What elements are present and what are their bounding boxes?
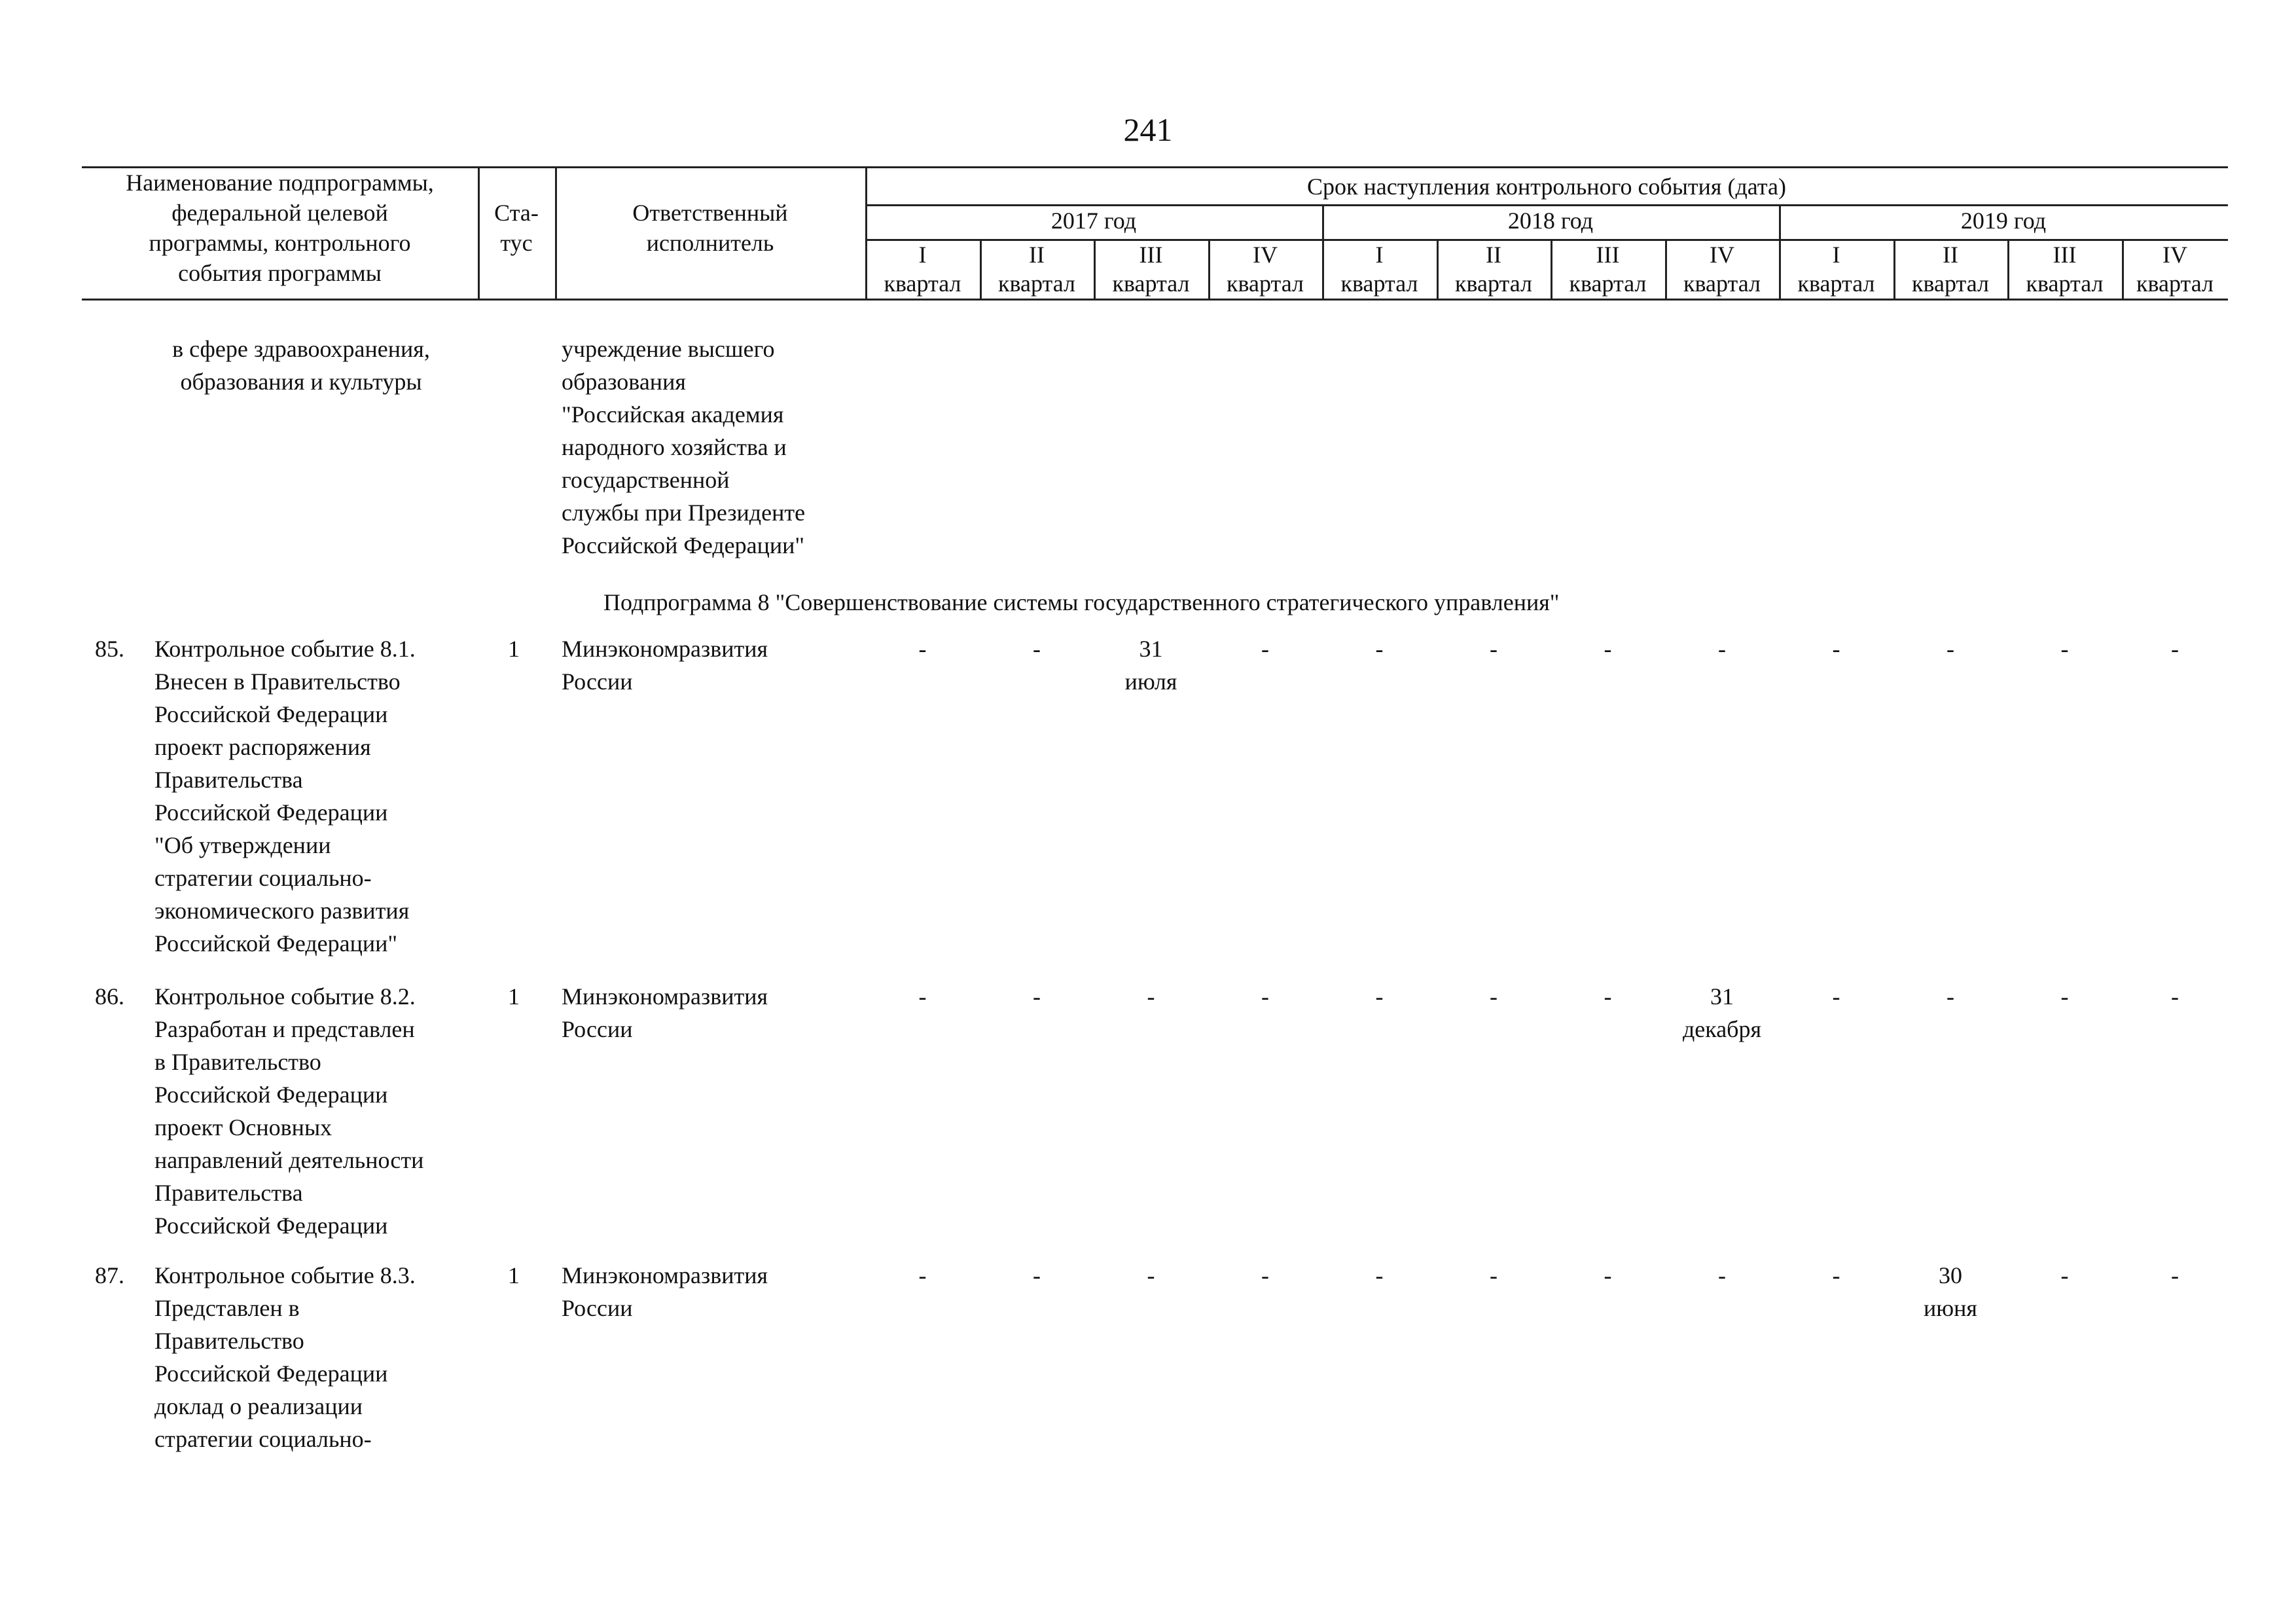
row-name-line: проект распоряжения [154,734,371,760]
quarter-header-numeral: II [1029,242,1045,268]
year-header: 2018 год [1507,208,1594,234]
continuation-name-line: образования и культуры [180,369,422,395]
quarter-date-day: 31 [1139,636,1163,662]
header-status-cell [478,198,555,258]
row-name-line: Российской Федерации [154,1360,388,1387]
row-name-line: Контрольное событие 8.3. [154,1262,416,1288]
quarter-header-word: квартал [884,270,961,297]
quarter-dash: - [1490,983,1498,1010]
row-name-line: Правительства [154,1180,303,1206]
continuation-responsible [562,333,805,562]
row-name-line: Правительство [154,1328,304,1354]
header-name-cell [82,168,478,288]
quarter-date [1670,980,1774,1046]
quarter-header-word: квартал [1455,270,1532,297]
header-name-line: Наименование подпрограммы, [126,170,434,196]
quarter-dash: - [2060,1262,2069,1288]
continuation-responsible-line: народного хозяйства и [562,434,787,460]
header-responsible-line: исполнитель [646,230,774,256]
row-responsible-line: Минэкономразвития [562,983,768,1010]
row-responsible-line: Минэкономразвития [562,636,768,662]
quarter-date-month: июля [1124,668,1177,695]
header-name-line: программы, контрольного [149,230,411,256]
quarter-header-word: квартал [1912,270,1989,297]
quarter-header-numeral: I [1832,242,1840,268]
quarter-dash: - [1604,983,1612,1010]
quarter-header-numeral: III [1139,242,1163,268]
quarter-header-numeral: IV [1253,242,1278,268]
row-name-line: Правительства [154,767,303,793]
row-name-line: Контрольное событие 8.2. [154,983,416,1010]
quarter-dash: - [1033,636,1041,662]
row-name [154,1259,416,1455]
quarter-dash: - [1946,636,1954,662]
quarter-dash: - [2171,1262,2179,1288]
header-name-line: федеральной целевой [171,200,388,226]
quarter-header-word: квартал [1683,270,1761,297]
continuation-responsible-line: учреждение высшего [562,336,775,362]
quarter-header-word: квартал [2136,270,2214,297]
row-number: 86. [95,983,124,1010]
quarter-dash: - [1033,1262,1041,1288]
row-responsible-line: России [562,668,633,695]
continuation-responsible-line: службы при Президенте [562,500,806,526]
quarter-header-word: квартал [1227,270,1304,297]
quarter-header-numeral: IV [1710,242,1734,268]
quarter-dash: - [2060,983,2069,1010]
quarter-date-day: 30 [1939,1262,1962,1288]
row-name-line: Контрольное событие 8.1. [154,636,416,662]
header-responsible-cell [555,198,865,258]
quarter-dash: - [1946,983,1954,1010]
quarter-header-numeral: II [1943,242,1958,268]
row-responsible-line: России [562,1295,633,1321]
row-name-line: направлений деятельности [154,1147,424,1173]
quarter-dash: - [1718,1262,1726,1288]
header-name-line: события программы [178,260,382,286]
quarter-header-word: квартал [1340,270,1418,297]
row-name [154,632,416,960]
row-status: 1 [508,1262,520,1288]
quarter-date [1898,1259,2003,1324]
row-name-line: Российской Федерации" [154,930,398,957]
header-responsible-line: Ответственный [632,200,788,226]
year-header: 2017 год [1050,208,1137,234]
quarter-header-numeral: IV [2162,242,2187,268]
quarter-header-numeral: III [2053,242,2077,268]
quarter-dash: - [1147,983,1155,1010]
row-name-line: стратегии социально- [154,865,372,891]
row-name-line: в Правительство [154,1049,321,1075]
subprogram-title: Подпрограмма 8 "Совершенствование системы государственного стратегического управления" [603,589,1560,615]
continuation-responsible-line: государственной [562,467,730,493]
header-top-border [865,166,2228,168]
quarter-header-word: квартал [998,270,1075,297]
quarter-dash: - [1832,636,1840,662]
row-name-line: Российской Федерации [154,799,388,826]
header-status-line: тус [500,230,533,256]
quarter-dash: - [1832,1262,1840,1288]
quarter-dash: - [1261,1262,1269,1288]
page-number: 241 [1123,111,1173,148]
row-name-line: Разработан и представлен [154,1016,415,1042]
row-name-line: проект Основных [154,1114,332,1140]
row-name-line: "Об утверждении [154,832,331,858]
row-name [154,980,423,1242]
quarter-date-month: июня [1924,1295,1977,1321]
quarter-header-numeral: III [1596,242,1620,268]
quarter-header-numeral: II [1486,242,1501,268]
row-responsible-line: России [562,1016,633,1042]
quarter-dash: - [918,1262,927,1288]
continuation-responsible-line: образования [562,369,686,395]
continuation-responsible-line: Российской Федерации" [562,532,805,558]
quarter-dash: - [1375,1262,1384,1288]
quarter-dash: - [1718,636,1726,662]
row-name-line: экономического развития [154,898,410,924]
quarter-dash: - [1147,1262,1155,1288]
quarter-header-numeral: I [918,242,927,268]
quarter-dash: - [2171,983,2179,1010]
quarter-header-numeral: I [1375,242,1384,268]
quarter-dash: - [1604,636,1612,662]
quarter-dash: - [2060,636,2069,662]
quarter-header-word: квартал [1112,270,1190,297]
continuation-name-line: в сфере здравоохранения, [172,336,430,362]
row-number: 87. [95,1262,124,1288]
quarter-date-day: 31 [1710,983,1734,1010]
row-name-line: Внесен в Правительство [154,668,401,695]
quarter-header-word: квартал [2026,270,2104,297]
row-status: 1 [508,983,520,1010]
row-responsible [562,1259,768,1324]
quarter-dash: - [1033,983,1041,1010]
row-name-line: доклад о реализации [154,1393,363,1419]
row-name-line: Российской Федерации [154,1213,388,1239]
quarter-dash: - [1490,636,1498,662]
row-responsible-line: Минэкономразвития [562,1262,768,1288]
quarter-dash: - [1604,1262,1612,1288]
quarter-header-word: квартал [1569,270,1647,297]
quarter-dash: - [918,983,927,1010]
quarter-header-word: квартал [1797,270,1875,297]
row-responsible [562,632,768,698]
continuation-name [118,333,484,398]
header-status-line: Ста- [494,200,539,226]
year-header: 2019 год [1960,208,2047,234]
quarter-dash: - [1375,983,1384,1010]
quarter-dash: - [2171,636,2179,662]
quarter-dash: - [1375,636,1384,662]
row-responsible [562,980,768,1046]
row-status: 1 [508,636,520,662]
row-number: 85. [95,636,124,662]
header-bottom-border [82,299,2228,301]
quarter-dash: - [918,636,927,662]
row-name-line: Представлен в [154,1295,300,1321]
row-name-line: стратегии социально- [154,1426,372,1452]
row-name-line: Российской Федерации [154,1082,388,1108]
quarter-dash: - [1490,1262,1498,1288]
quarter-dash: - [1832,983,1840,1010]
row-name-line: Российской Федерации [154,701,388,727]
quarter-dash: - [1261,983,1269,1010]
continuation-responsible-line: "Российская академия [562,401,784,428]
header-term-title: Срок наступления контрольного события (дата) [1307,173,1786,200]
quarter-date [1099,632,1204,698]
quarter-date-month: декабря [1682,1016,1762,1042]
quarter-dash: - [1261,636,1269,662]
